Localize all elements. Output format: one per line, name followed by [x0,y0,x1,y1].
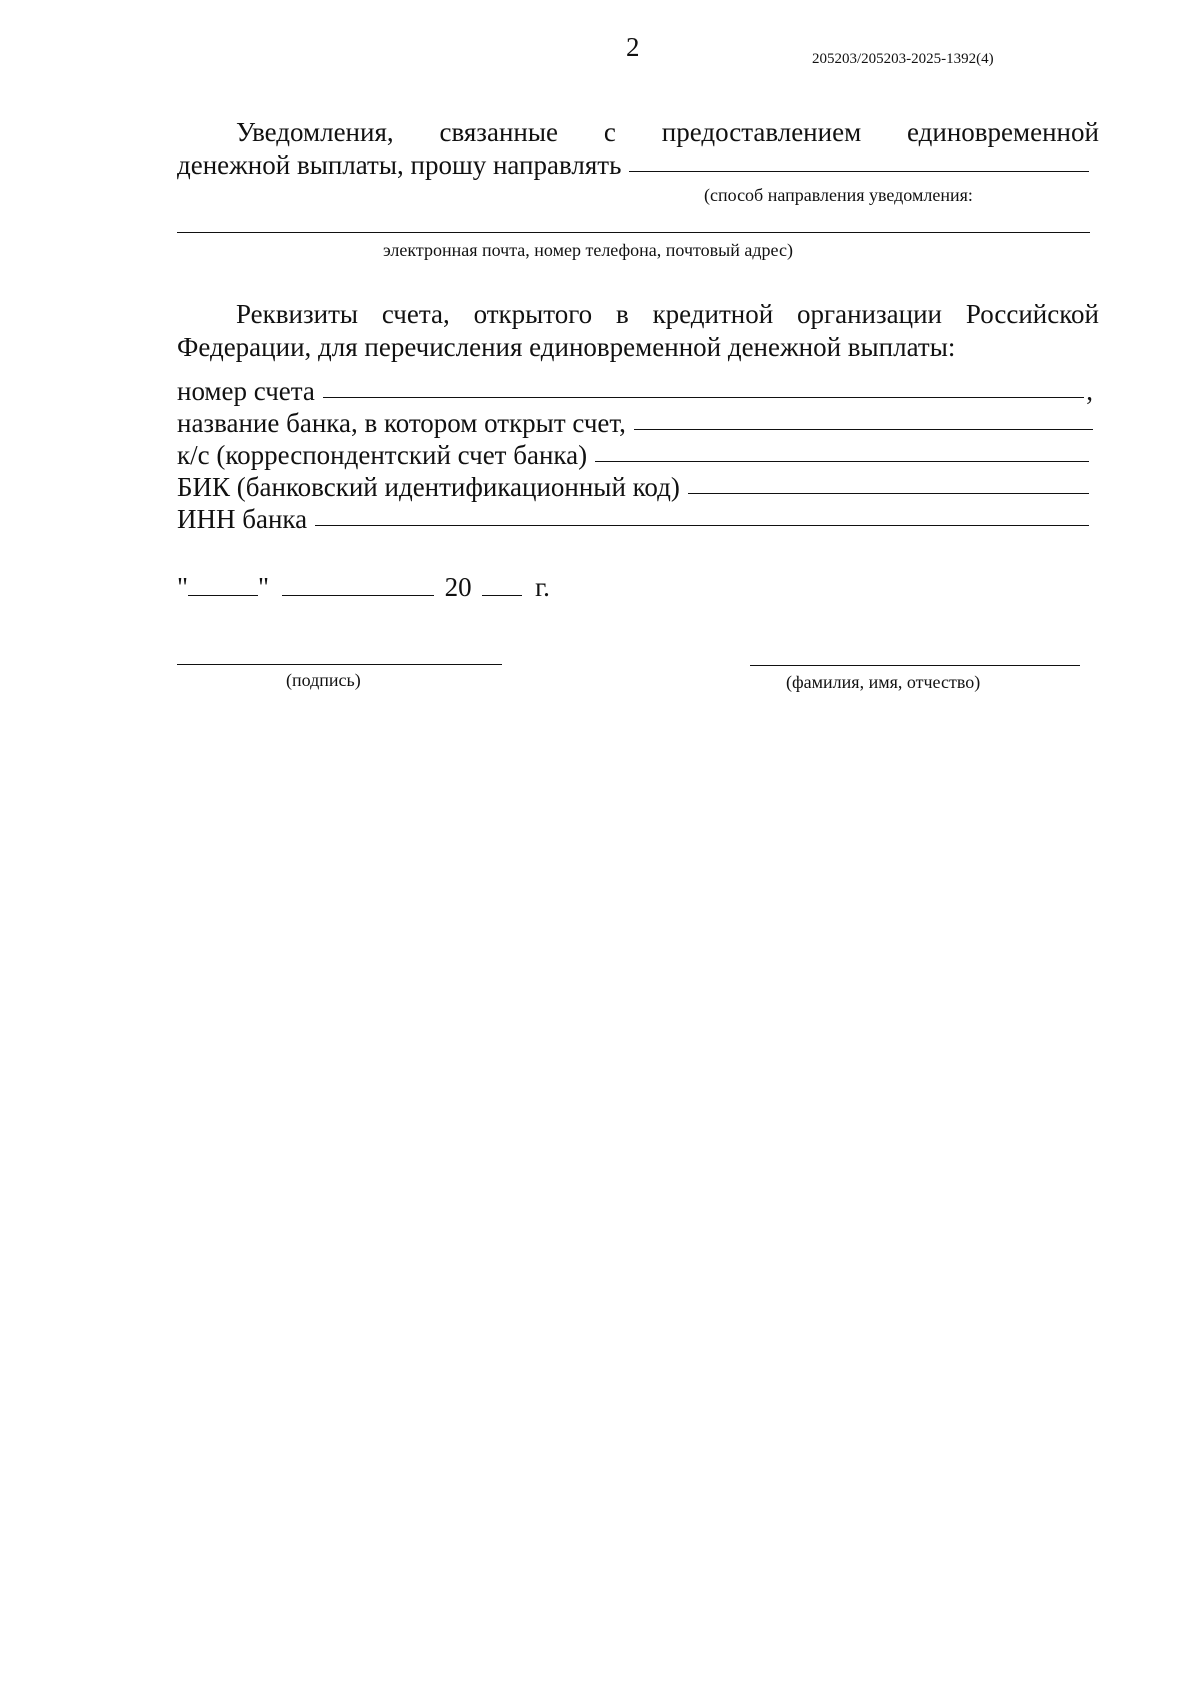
notification-method-field[interactable] [629,149,1089,172]
word: в [615,299,629,329]
bank-fields [177,375,1099,535]
full-name-label: (фамилия, имя, отчество) [786,672,981,692]
year-prefix: 20 [444,572,472,602]
requisites-line-1 [177,298,1099,330]
date-quote-open: " [177,572,189,602]
word: счета, [381,299,450,329]
word: предоставлением [661,117,862,147]
page-number: 2 [626,32,640,62]
word: Уведомления, [236,117,394,147]
word: Реквизиты [236,299,359,329]
word: Российской [965,299,1099,329]
word: организации [797,299,943,329]
correspondent-account-field[interactable] [595,439,1089,462]
year-suffix: г. [535,572,550,602]
account-number-row [177,375,1093,407]
inn-field[interactable] [315,503,1089,526]
bank-name-field[interactable] [634,407,1093,430]
word: кредитной [652,299,774,329]
signature-field[interactable] [177,664,502,665]
bik-label: БИК (банковский идентификационный код) [177,472,680,502]
account-number-field[interactable] [323,375,1084,398]
requisites-paragraph [177,298,1099,364]
word: связанные [439,117,558,147]
account-number-label: номер счета [177,376,315,406]
bank-name-row [177,407,1093,439]
inn-label: ИНН банка [177,504,308,534]
correspondent-account-label: к/с (корреспондентский счет банка) [177,440,588,470]
date-quote-close: " [258,572,270,602]
word: открытого [473,299,593,329]
word: с [603,117,616,147]
month-field[interactable] [282,573,434,596]
notifications-line-1 [177,116,1099,148]
inn-row [177,503,1089,535]
day-field[interactable] [188,573,258,596]
notifications-request-text: денежной выплаты, прошу направлять [177,150,622,180]
requisites-line-2: Федерации, для перечисления единовременной денежной выплаты: [177,332,956,362]
notifications-line-2 [177,148,1089,182]
notifications-paragraph [177,116,1099,182]
word: единовременной [907,117,1099,147]
bik-row [177,471,1089,503]
signature-label: (подпись) [286,670,361,690]
correspondent-account-row [177,439,1089,471]
notification-method-hint-continued: электронная почта, номер телефона, почтовый адрес) [383,240,793,260]
notification-method-hint: (способ направления уведомления: [704,185,973,205]
bik-field[interactable] [688,471,1089,494]
full-name-field[interactable] [750,665,1080,666]
year-field[interactable] [482,573,522,596]
bank-name-label: название банка, в котором открыт счет, [177,408,626,438]
notification-method-field-line-2[interactable] [177,232,1090,233]
document-id: 205203/205203-2025-1392(4) [812,51,994,67]
date-row [177,572,550,603]
account-number-comma: , [1086,376,1093,406]
